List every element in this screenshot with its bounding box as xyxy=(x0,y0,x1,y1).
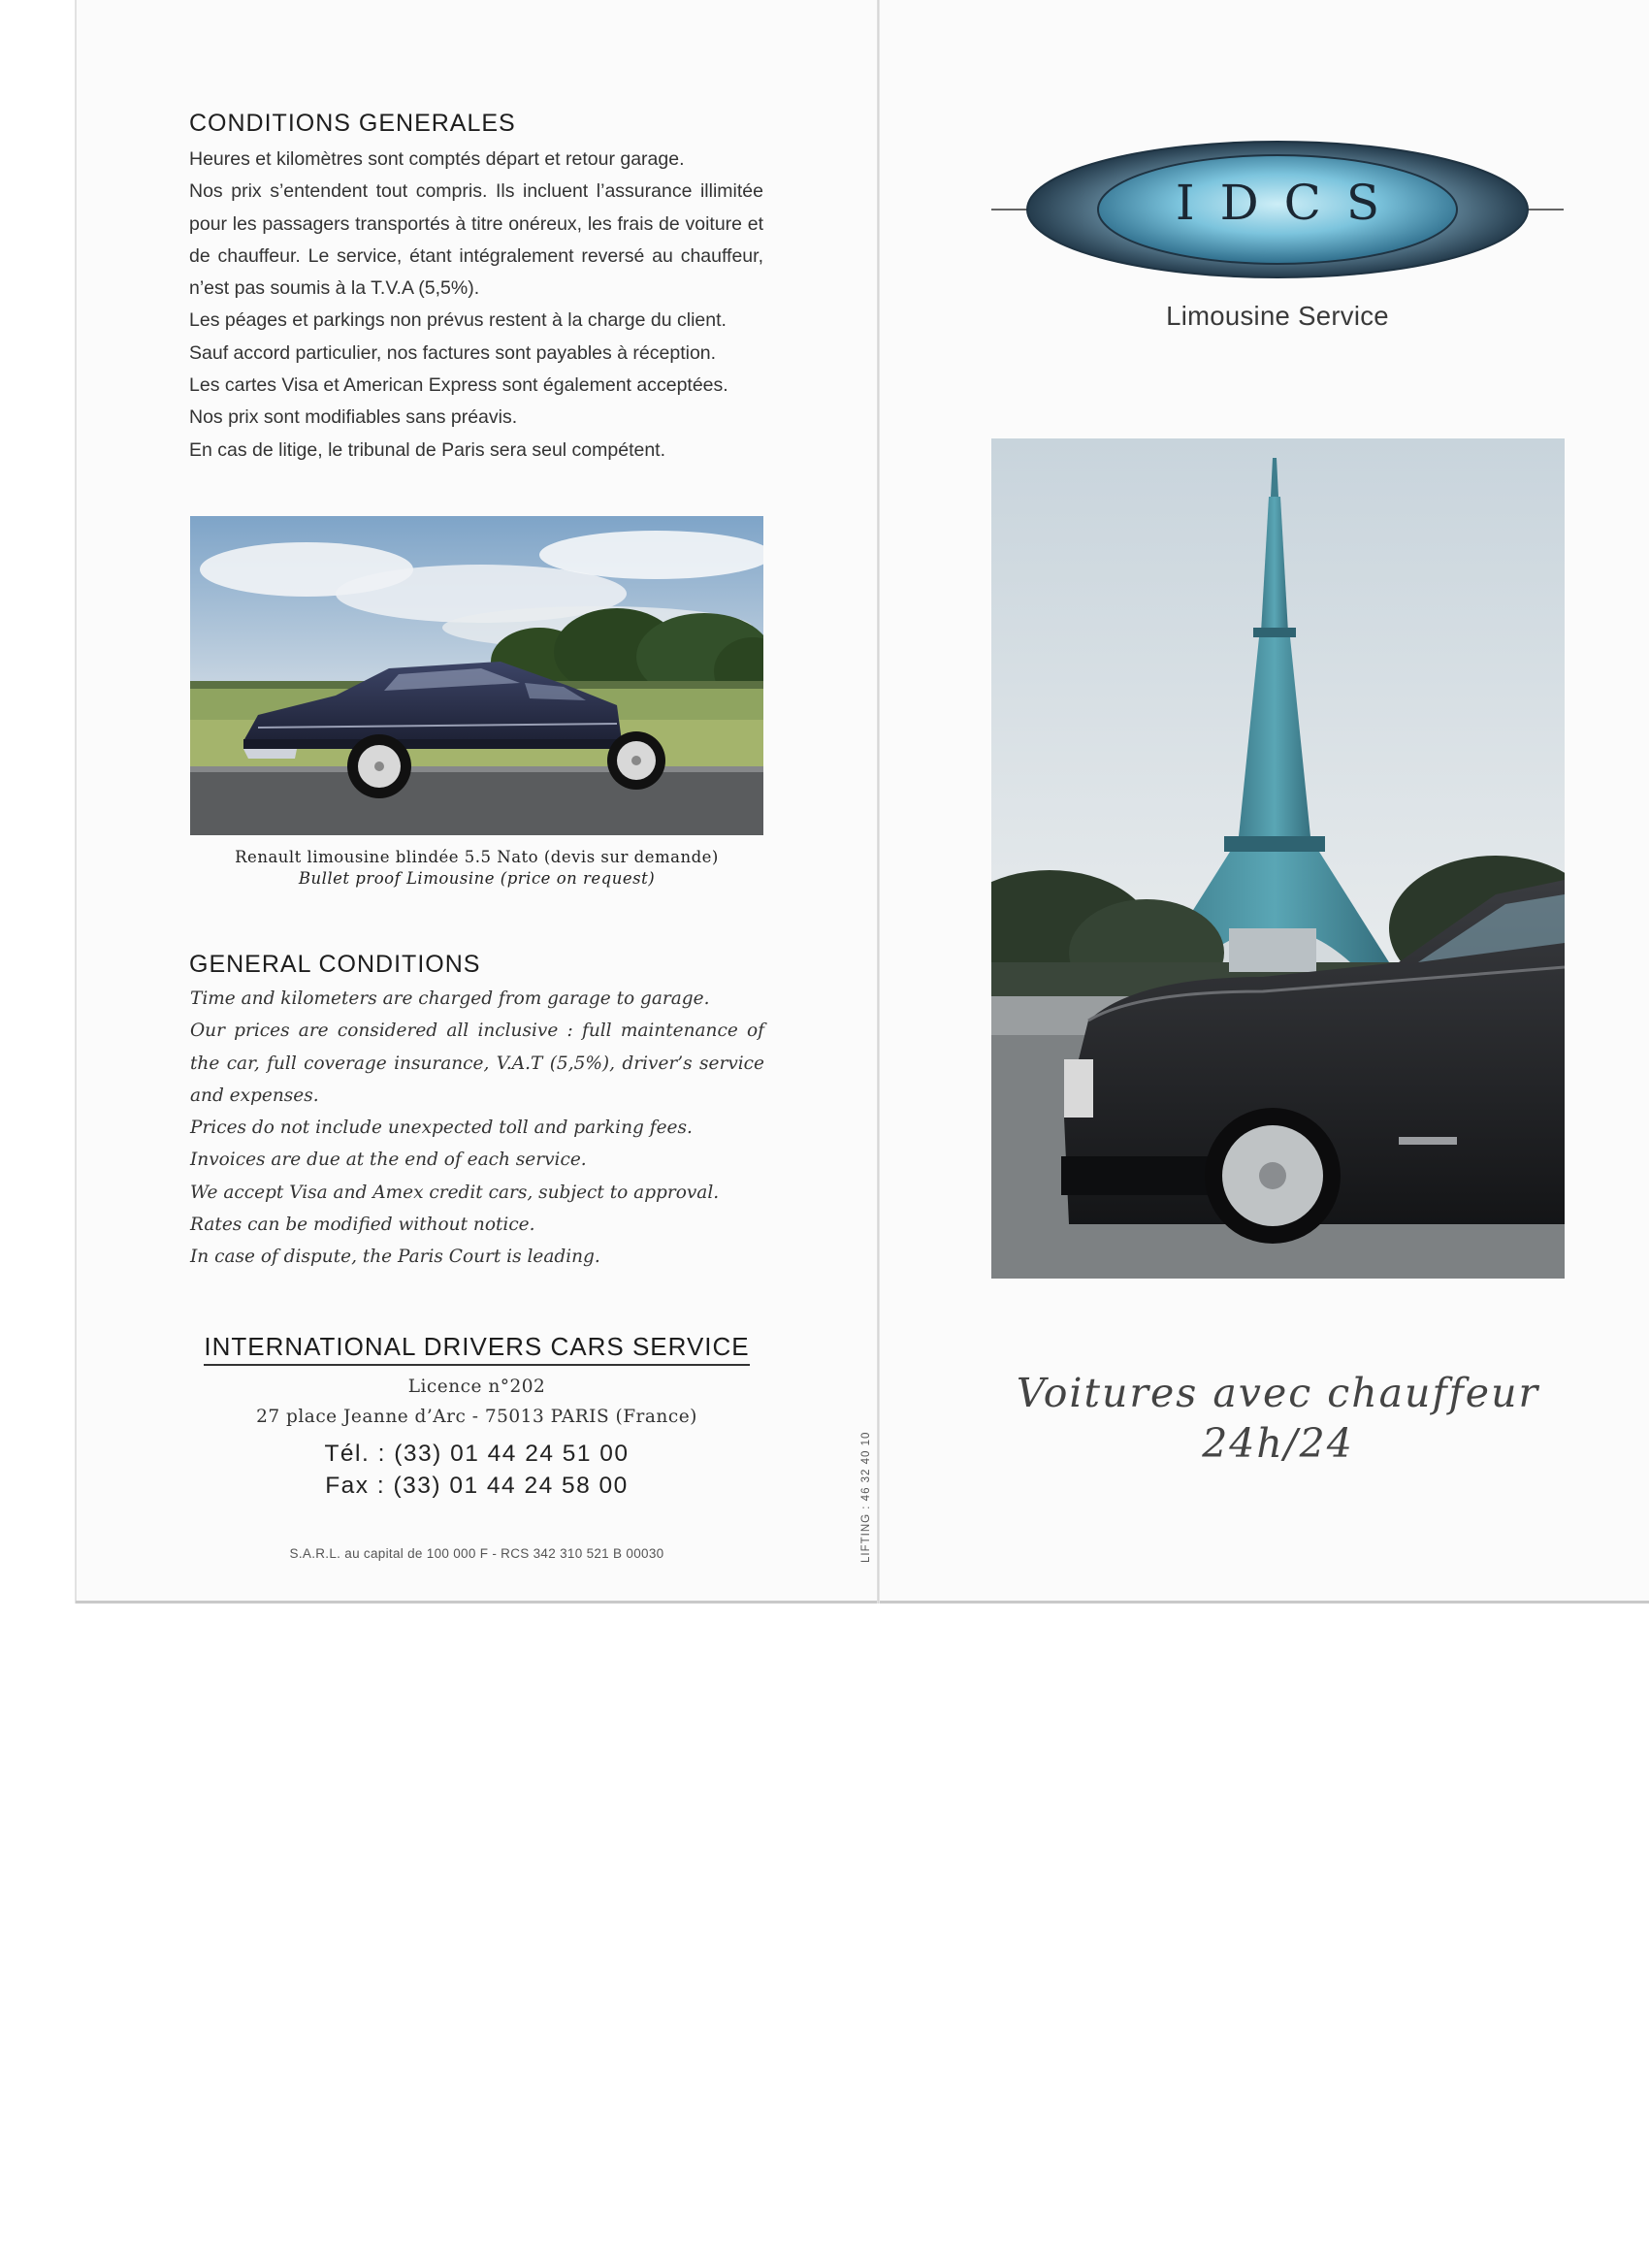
conditions-en-line: Our prices are considered all inclusive : full maintenance of the car, full coverage insurance, V.A.T (5,5%), driver’s service and expenses. xyxy=(190,1021,764,1106)
company-name: INTERNATIONAL DRIVERS CARS SERVICE xyxy=(204,1332,749,1366)
car-illustration xyxy=(190,516,763,835)
cover-tagline: Limousine Service xyxy=(1166,301,1389,331)
slogan-line-2: 24h/24 xyxy=(1202,1420,1354,1467)
brochure-bottom-edge xyxy=(76,1601,1649,1604)
conditions-en-line: Prices do not include unexpected toll and parking fees. xyxy=(190,1118,693,1139)
conditions-en-line: Invoices are due at the end of each service. xyxy=(190,1150,587,1171)
conditions-en-line: Time and kilometers are charged from garage to garage. xyxy=(190,988,710,1009)
conditions-fr-line: Sauf accord particulier, nos factures sont payables à réception. xyxy=(189,341,717,364)
conditions-en-line: Rates can be modified without notice. xyxy=(190,1215,535,1236)
print-code-text: LIFTING : 46 32 40 10 xyxy=(860,1431,872,1563)
company-fax: Fax : (33) 01 44 24 58 00 xyxy=(325,1473,629,1499)
company-address: 27 place Jeanne d’Arc - 75013 PARIS (France) xyxy=(256,1407,697,1427)
caption-en: Bullet proof Limousine (price on request) xyxy=(298,869,656,888)
conditions-en-line: In case of dispute, the Paris Court is leading. xyxy=(190,1247,600,1268)
conditions-fr-line: Heures et kilomètres sont comptés départ et retour garage. xyxy=(189,148,685,170)
fold-line xyxy=(877,0,880,1604)
slogan-line-1: Voitures avec chauffeur xyxy=(1016,1370,1540,1416)
conditions-fr-line: Les péages et parkings non prévus restent à la charge du client. xyxy=(189,309,727,332)
company-licence: Licence n°202 xyxy=(407,1377,546,1397)
conditions-en-title: GENERAL CONDITIONS xyxy=(189,951,481,978)
car-photo-caption xyxy=(190,847,763,890)
conditions-en-text xyxy=(190,983,764,1274)
logo-text: IDCS xyxy=(1175,175,1406,231)
conditions-fr-line: En cas de litige, le tribunal de Paris sera seul compétent. xyxy=(189,438,666,461)
brochure-left-edge xyxy=(75,0,77,1604)
conditions-fr-title: CONDITIONS GENERALES xyxy=(189,110,516,137)
company-phone: Tél. : (33) 01 44 24 51 00 xyxy=(324,1441,630,1467)
eiffel-illustration xyxy=(991,438,1565,1279)
eiffel-tower-photo xyxy=(991,438,1565,1279)
cover-slogan xyxy=(991,1368,1565,1469)
conditions-fr-line: Les cartes Visa et American Express sont également acceptées. xyxy=(189,374,728,397)
conditions-fr-line: Nos prix s’entendent tout compris. Ils incluent l’assurance illimitée pour les passagers transportés à titre onéreux, les frais de voiture et de chauffeur. Le service, étant intégralement reversé au chauffeur, n’est pas soumis à la T.V.A (5,5%). xyxy=(189,180,763,300)
company-contact-block xyxy=(190,1332,763,1502)
renault-limousine-photo xyxy=(190,516,763,835)
idcs-logo xyxy=(991,134,1564,285)
company-legal-line: S.A.R.L. au capital de 100 000 F - RCS 342 310 521 B 00030 xyxy=(289,1546,664,1561)
conditions-fr-line: Nos prix sont modifiables sans préavis. xyxy=(189,406,518,429)
conditions-fr-text xyxy=(189,144,763,467)
conditions-en-line: We accept Visa and Amex credit cars, subject to approval. xyxy=(190,1182,720,1203)
caption-fr: Renault limousine blindée 5.5 Nato (devis sur demande) xyxy=(235,848,719,866)
